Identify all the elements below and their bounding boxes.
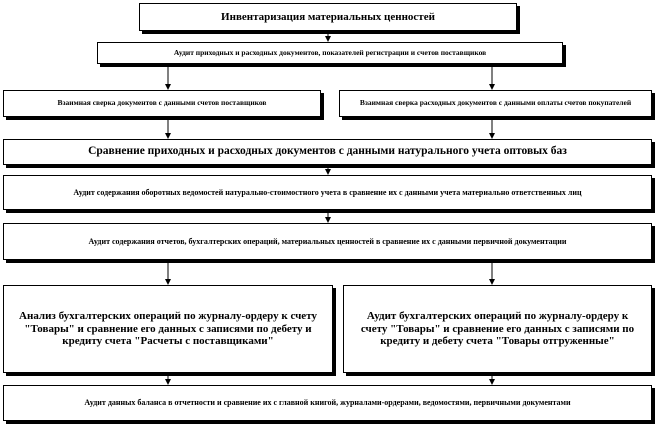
- box-turnover-statements-text: Аудит содержания оборотных ведомостей натурально-стоимостного учета в сравнение их с данными учета материально ответственных лиц: [73, 187, 582, 197]
- box-reports-audit-text: Аудит содержания отчетов, бухгалтерских операций, материальных ценностей в сравнение их с данными первичной документации: [88, 236, 567, 246]
- box-audit-documents-text: Аудит приходных и расходных документов, показателей регистрации и счетов поставщиков: [173, 47, 487, 57]
- box-goods-suppliers-analysis-text: Анализ бухгалтерских операций по журналу-ордеру к счету "Товары" и сравнение его данных с записями по дебету и кредиту счета "Расчеты с поставщиками": [19, 310, 317, 348]
- box-buyer-reconciliation-text: Взаимная сверка расходных документов с данными оплаты счетов покупателей: [359, 98, 632, 108]
- box-wholesale-comparison: [3, 139, 652, 165]
- box-wholesale-comparison-text: Сравнение приходных и расходных документов с данными натурального учета оптовых баз: [88, 145, 567, 158]
- box-audit-documents: [97, 42, 563, 64]
- box-inventory: [139, 3, 517, 31]
- box-reports-audit: [3, 223, 652, 260]
- box-buyer-reconciliation: [339, 90, 652, 117]
- box-balance-audit: [3, 385, 652, 421]
- box-goods-shipped-audit-text: Аудит бухгалтерских операций по журналу-ордеру к счету "Товары" и сравнение его данных с записями по кредиту и дебету счета "Товары отгруженные": [360, 310, 635, 348]
- box-inventory-text: Инвентаризация материальных ценностей: [221, 10, 435, 23]
- box-goods-shipped-audit: [343, 285, 652, 373]
- box-supplier-reconciliation: [3, 90, 321, 117]
- box-turnover-statements: [3, 175, 652, 210]
- box-supplier-reconciliation-text: Взаимная сверка документов с данными счетов поставщиков: [57, 98, 267, 108]
- box-goods-suppliers-analysis: [3, 285, 333, 373]
- box-balance-audit-text: Аудит данных баланса в отчетности и сравнение их с главной книгой, журналами-ордерами, ведомостями, первичными документами: [84, 398, 571, 408]
